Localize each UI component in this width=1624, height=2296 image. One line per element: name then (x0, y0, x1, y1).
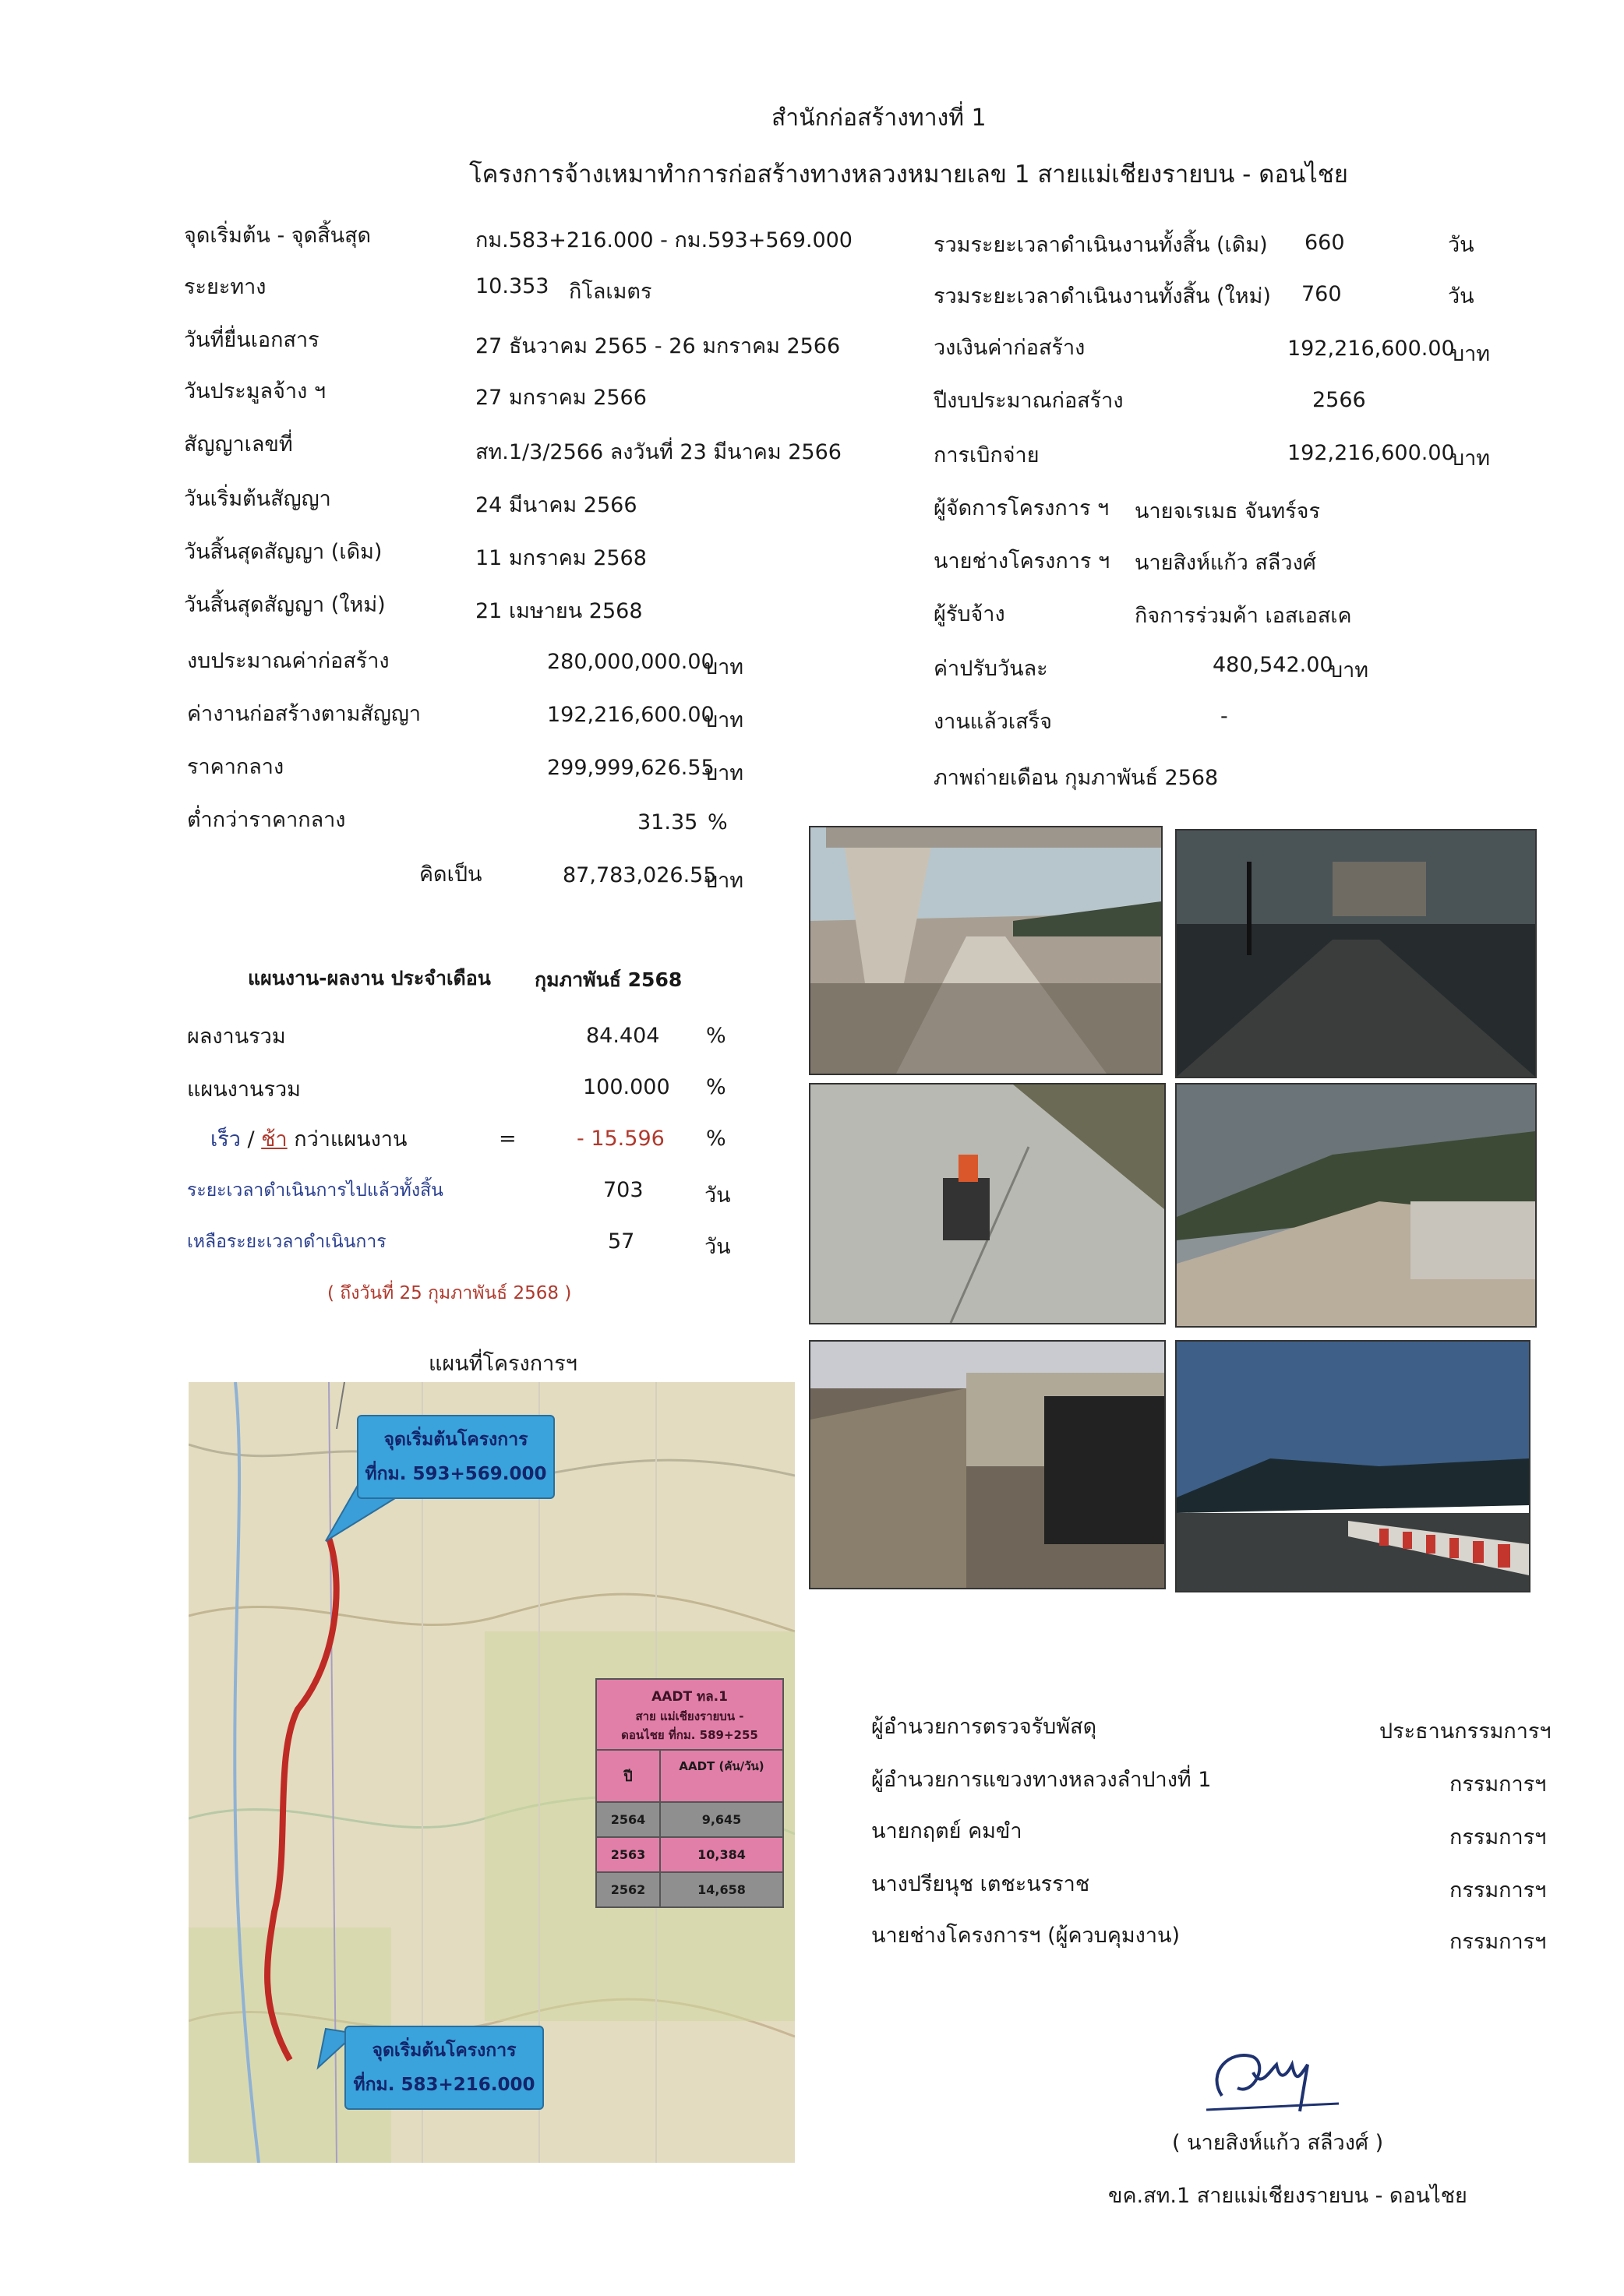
duration-new-unit: วัน (1448, 284, 1474, 309)
disbursement-value: 192,216,600.00 (1287, 441, 1455, 465)
contract-end-old-label: วันสิ้นสุดสัญญา (เดิม) (184, 540, 383, 564)
committee-name: ผู้อำนวยการตรวจรับพัสดุ (871, 1715, 1097, 1739)
elapsed-value: 703 (603, 1178, 644, 1202)
elapsed-label: ระยะเวลาดำเนินการไปแล้วทั้งสิ้น (187, 1180, 443, 1201)
remaining-label: เหลือระยะเวลาดำเนินการ (187, 1232, 387, 1252)
daily-fine-unit: บาท (1329, 658, 1369, 682)
contract-cost-label: ค่างานก่อสร้างตามสัญญา (187, 702, 422, 726)
photo-5 (809, 1340, 1166, 1589)
submit-date-value: 27 ธันวาคม 2565 - 26 มกราคม 2566 (475, 334, 841, 358)
planned-progress-value: 100.000 (583, 1075, 670, 1099)
planned-progress-label: แผนงานรวม (187, 1077, 301, 1102)
aadt-table (595, 1678, 784, 1908)
aadt-subtitle-1: สาย แม่เชียงรายบน - (635, 1709, 744, 1723)
signatory-position: ขค.สท.1 สายแม่เชียงรายบน - ดอนไชย (1108, 2184, 1467, 2208)
aadt-year: 2563 (597, 1838, 661, 1871)
duration-old-label: รวมระยะเวลาดำเนินงานทั้งสิ้น (เดิม) (934, 233, 1268, 257)
road-with-barrier-image (1177, 1342, 1529, 1591)
contract-end-new-label: วันสิ้นสุดสัญญา (ใหม่) (184, 593, 386, 617)
end-point-label-2: ที่กม. 593+569.000 (365, 1464, 547, 1484)
photos-caption: ภาพถ่ายเดือน กุมภาพันธ์ 2568 (934, 766, 1219, 790)
contractor-label: ผู้รับจ้าง (934, 602, 1005, 626)
office-title: สำนักก่อสร้างทางที่ 1 (771, 104, 987, 132)
budget-estimate-value: 280,000,000.00 (547, 650, 715, 674)
completed-label: งานแล้วเสร็จ (934, 710, 1052, 734)
project-map (189, 1382, 795, 2163)
aadt-col-year: ปี (597, 1751, 661, 1801)
completed-value: - (1220, 704, 1228, 728)
disbursement-label: การเบิกจ่าย (934, 443, 1040, 467)
aadt-col-value: AADT (คัน/วัน) (679, 1759, 764, 1773)
project-manager-label: ผู้จัดการโครงการ ฯ (934, 496, 1110, 520)
end-point-box (357, 1415, 555, 1499)
diff-equals: = (499, 1127, 517, 1151)
elapsed-unit: วัน (704, 1183, 731, 1208)
aadt-year: 2564 (597, 1803, 661, 1836)
aadt-value: 14,658 (697, 1882, 746, 1897)
actual-progress-label: ผลงานรวม (187, 1025, 286, 1049)
photo-1 (809, 826, 1163, 1075)
aadt-year: 2562 (597, 1873, 661, 1906)
fiscal-year-value: 2566 (1312, 388, 1366, 412)
budget-estimate-unit: บาท (704, 655, 744, 679)
duration-old-value: 660 (1304, 231, 1345, 255)
aadt-value: 9,645 (701, 1812, 742, 1827)
aadt-subtitle-2: ดอนไชย ที่กม. 589+255 (621, 1728, 758, 1742)
median-price-unit: บาท (704, 761, 744, 785)
signatory-name: ( นายสิงห์แก้ว สลีวงศ์ ) (1172, 2131, 1384, 2155)
construction-budget-value: 192,216,600.00 (1287, 337, 1455, 361)
aadt-row-2562 (597, 1871, 782, 1906)
actual-progress-unit: % (706, 1024, 726, 1048)
as-of-date: ( ถึงวันที่ 25 กุมภาพันธ์ 2568 ) (327, 1283, 572, 1303)
daily-fine-value: 480,542.00 (1213, 653, 1333, 677)
contractor-value: กิจการร่วมค้า เอสเอสเค (1135, 604, 1352, 628)
project-engineer-label: นายช่างโครงการ ฯ (934, 549, 1110, 573)
fiscal-year-label: ปีงบประมาณก่อสร้าง (934, 389, 1124, 413)
contract-no-label: สัญญาเลขที่ (184, 432, 293, 457)
aadt-title: AADT ทล.1 (651, 1689, 728, 1705)
start-end-label: จุดเริ่มต้น - จุดสิ้นสุด (184, 224, 372, 248)
project-engineer-value: นายสิงห์แก้ว สลีวงศ์ (1135, 551, 1316, 575)
median-price-label: ราคากลาง (187, 755, 284, 779)
aadt-row-2563 (597, 1836, 782, 1871)
contract-no-value: สท.1/3/2566 ลงวันที่ 23 มีนาคม 2566 (475, 440, 842, 464)
underpass-image (810, 1342, 1164, 1588)
construction-budget-label: วงเงินค่าก่อสร้าง (934, 336, 1086, 360)
photo-2 (1175, 829, 1537, 1078)
committee-role: กรรมการฯ (1449, 1878, 1547, 1903)
equivalent-label: คิดเป็น (419, 862, 482, 887)
distance-label: ระยะทาง (184, 275, 267, 299)
duration-new-label: รวมระยะเวลาดำเนินงานทั้งสิ้น (ใหม่) (934, 284, 1271, 309)
duration-old-unit: วัน (1448, 233, 1474, 257)
contract-end-new-value: 21 เมษายน 2568 (475, 599, 643, 623)
contract-start-label: วันเริ่มต้นสัญญา (184, 487, 331, 511)
contract-start-value: 24 มีนาคม 2566 (475, 493, 637, 517)
remaining-value: 57 (608, 1229, 635, 1254)
planned-progress-unit: % (706, 1075, 726, 1099)
aadt-row-2564 (597, 1801, 782, 1836)
committee-name: นายช่างโครงการฯ (ผู้ควบคุมงาน) (871, 1924, 1181, 1948)
auction-date-value: 27 มกราคม 2566 (475, 386, 647, 410)
committee-role: กรรมการฯ (1449, 1825, 1547, 1850)
contract-cost-unit: บาท (704, 708, 744, 732)
concrete-cutting-machine-image (810, 1085, 1164, 1323)
start-point-label-1: จุดเริ่มต้นโครงการ (372, 2040, 517, 2061)
project-manager-value: นายจเรเมธ จันทร์จร (1135, 499, 1320, 524)
start-point-box (344, 2026, 544, 2110)
committee-name: นางปรียนุช เตชะนรราช (871, 1872, 1090, 1896)
diff-unit: % (706, 1127, 726, 1151)
photo-3 (809, 1083, 1166, 1324)
committee-name: นายกฤตย์ คมขำ (871, 1819, 1022, 1843)
actual-progress-value: 84.404 (586, 1024, 660, 1048)
distance-value: 10.353 (475, 274, 549, 298)
duration-new-value: 760 (1301, 282, 1342, 306)
equivalent-unit: บาท (704, 869, 744, 893)
signature-image (1206, 2041, 1347, 2127)
remaining-unit: วัน (704, 1235, 731, 1259)
below-median-unit: % (708, 810, 728, 834)
behind-text: ช้า (261, 1127, 288, 1152)
budget-estimate-label: งบประมาณค่าก่อสร้าง (187, 649, 390, 673)
auction-date-label: วันประมูลจ้าง ฯ (184, 379, 327, 404)
start-point-label-2: ที่กม. 583+216.000 (353, 2075, 535, 2095)
map-title: แผนที่โครงการฯ (429, 1352, 577, 1376)
committee-role: กรรมการฯ (1449, 1930, 1547, 1954)
plan-title: แผนงาน-ผลงาน ประจำเดือน (248, 967, 491, 989)
aadt-value: 10,384 (697, 1847, 746, 1862)
photo-6 (1175, 1340, 1530, 1592)
project-title: โครงการจ้างเหมาทำการก่อสร้างทางหลวงหมายเลข 1 สายแม่เชียงรายบน - ดอนไชย (469, 160, 1348, 189)
diff-slash: / (240, 1127, 262, 1152)
aadt-header-row (597, 1749, 782, 1801)
contract-end-old-value: 11 มกราคม 2568 (475, 546, 647, 570)
diff-value: - 15.596 (577, 1127, 665, 1151)
road-under-bridge-image (810, 827, 1161, 1074)
start-end-value: กม.583+216.000 - กม.593+569.000 (475, 228, 853, 252)
construction-budget-unit: บาท (1451, 342, 1491, 366)
contract-cost-value: 192,216,600.00 (547, 703, 715, 727)
plan-month: กุมภาพันธ์ 2568 (535, 968, 683, 991)
below-median-value: 31.35 (637, 810, 698, 834)
end-point-label-1: จุดเริ่มต้นโครงการ (383, 1430, 528, 1450)
daily-fine-label: ค่าปรับวันละ (934, 657, 1048, 681)
photo-4 (1175, 1083, 1537, 1328)
distance-unit: กิโลเมตร (569, 280, 652, 304)
equivalent-value: 87,783,026.55 (563, 863, 717, 887)
disbursement-unit: บาท (1451, 446, 1491, 471)
median-price-value: 299,999,626.55 (547, 756, 715, 780)
submit-date-label: วันที่ยื่นเอกสาร (184, 328, 320, 352)
committee-role: ประธานกรรมการฯ (1379, 1719, 1552, 1744)
committee-role: กรรมการฯ (1449, 1772, 1547, 1797)
ahead-text: เร็ว (210, 1127, 241, 1152)
diff-rest: กว่าแผนงาน (287, 1127, 408, 1152)
ahead-behind-label (210, 1122, 407, 1155)
below-median-label: ต่ำกว่าราคากลาง (187, 808, 346, 832)
road-at-dusk-image (1177, 831, 1535, 1077)
retaining-wall-image (1177, 1085, 1535, 1326)
committee-name: ผู้อำนวยการแขวงทางหลวงลำปางที่ 1 (871, 1768, 1212, 1792)
